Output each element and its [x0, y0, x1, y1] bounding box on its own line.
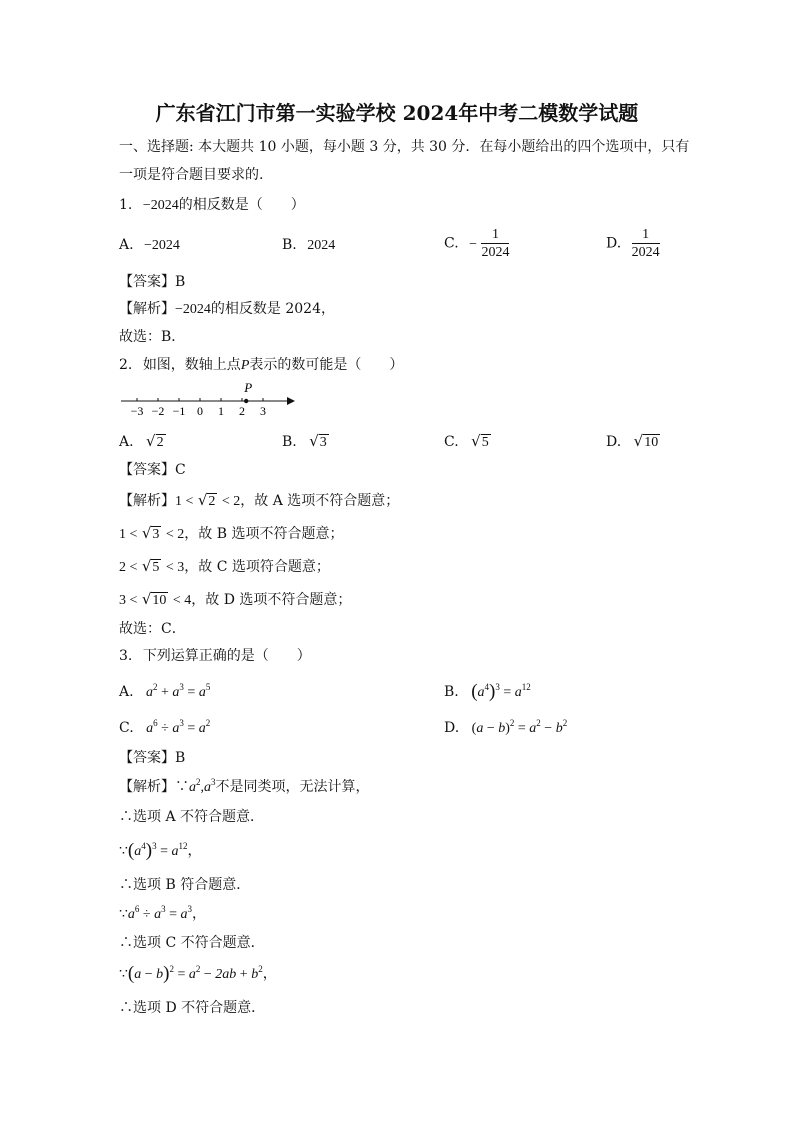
- q3-answer: 【答案】B: [119, 750, 186, 766]
- q3-analysis-line-1: 【解析】$\because a^2,a^3$不是同类项，无法计算，: [119, 777, 370, 795]
- question-number: 1.: [119, 197, 133, 213]
- q3-analysis-line-2: ∴选项 A 不符合题意．: [119, 809, 265, 825]
- axis-tick-label: 2: [239, 404, 245, 418]
- q2-conclusion: 故选：C．: [119, 621, 186, 637]
- q1-analysis: 【解析】−2024的相反数是 2024，: [119, 301, 335, 317]
- q1-answer: 【答案】B: [119, 274, 186, 290]
- axis-tick-label: −3: [130, 404, 144, 418]
- fraction: $\frac{1}{2024}$: [631, 227, 660, 260]
- q3-option-b: B. $(a^4)^3 = a^{12}$: [444, 681, 531, 702]
- fraction: $\frac{1}{2024}$: [481, 227, 510, 260]
- q3-analysis-line-7: ∵(a − $b)^2 = a^2 - 2ab + b^2$，: [119, 963, 277, 984]
- point-p-marker: [244, 399, 248, 403]
- stem-value: −2024: [142, 198, 179, 213]
- q2-answer: 【答案】C: [119, 462, 186, 478]
- q2-option-d: D. √10: [606, 432, 659, 450]
- q3-analysis-line-6: ∴选项 C 不符合题意．: [119, 935, 265, 951]
- q1-option-c: C. − $\frac{1}{2024}$: [444, 227, 510, 260]
- question-2-stem: 2. 如图，数轴上点P表示的数可能是（ ）: [119, 357, 404, 373]
- q1-option-d: D. $\frac{1}{2024}$: [606, 227, 660, 260]
- number-line-figure: [119, 380, 299, 420]
- q3-analysis-line-3: $\because(a^4)^3 = a^{12}$，: [119, 840, 202, 861]
- section-instructions-line2: 一项是符合题目要求的.: [119, 167, 264, 183]
- question-3-stem: 3. 下列运算正确的是（ ）: [119, 648, 311, 664]
- q2-analysis-row-3: 2 < √5 < 3，故 C 选项符合题意；: [119, 557, 330, 575]
- stem-text: 的相反数是（ ）: [178, 197, 305, 213]
- q2-analysis-row-2: 1 < √3 < 2，故 B 选项不符合题意；: [119, 524, 344, 542]
- axis-tick-label: 0: [197, 404, 203, 418]
- q1-option-a: A. −2024: [119, 237, 180, 253]
- q3-option-c: C. $a^6 \div a^3 = a^2$: [119, 718, 211, 736]
- section-instructions-line1: 一、选择题: 本大题共 10 小题，每小题 3 分，共 30 分．在每小题给出的四个选项中，只有: [119, 139, 690, 155]
- axis-tick-label: 3: [260, 404, 266, 418]
- axis-tick-label: −2: [151, 404, 165, 418]
- q2-analysis-row-1: 【解析】1 < √2 < 2，故 A 选项不符合题意；: [119, 491, 400, 509]
- q1-conclusion: 故选：B．: [119, 329, 186, 345]
- q3-option-d: D. $(a - b)^2 = a^2 - b^2$: [444, 718, 568, 736]
- q3-analysis-line-8: ∴选项 D 不符合题意．: [119, 1000, 266, 1016]
- axis-arrow-icon: [287, 397, 295, 405]
- q1-option-b: B. 2024: [282, 237, 336, 253]
- question-1-stem: [119, 196, 305, 215]
- document-title: 广东省江门市第一实验学校 2024年中考二模数学试题: [155, 101, 639, 125]
- q3-analysis-line-5: $\because a^6 \div a^3 = a^3$，: [119, 904, 207, 922]
- q2-analysis-row-4: 3 < √10 < 4，故 D 选项不符合题意；: [119, 590, 352, 608]
- axis-tick-label: −1: [172, 404, 186, 418]
- q2-option-a: A. √2: [119, 432, 164, 450]
- q2-option-b: B. √3: [282, 432, 327, 450]
- q2-option-c: C. √5: [444, 432, 489, 450]
- q3-option-a: A. $a^2 + a^3 = a^5$: [119, 682, 211, 700]
- q3-analysis-line-4: ∴选项 B 符合题意．: [119, 877, 251, 893]
- point-p-label: P: [244, 380, 253, 395]
- axis-tick-label: 1: [218, 404, 224, 418]
